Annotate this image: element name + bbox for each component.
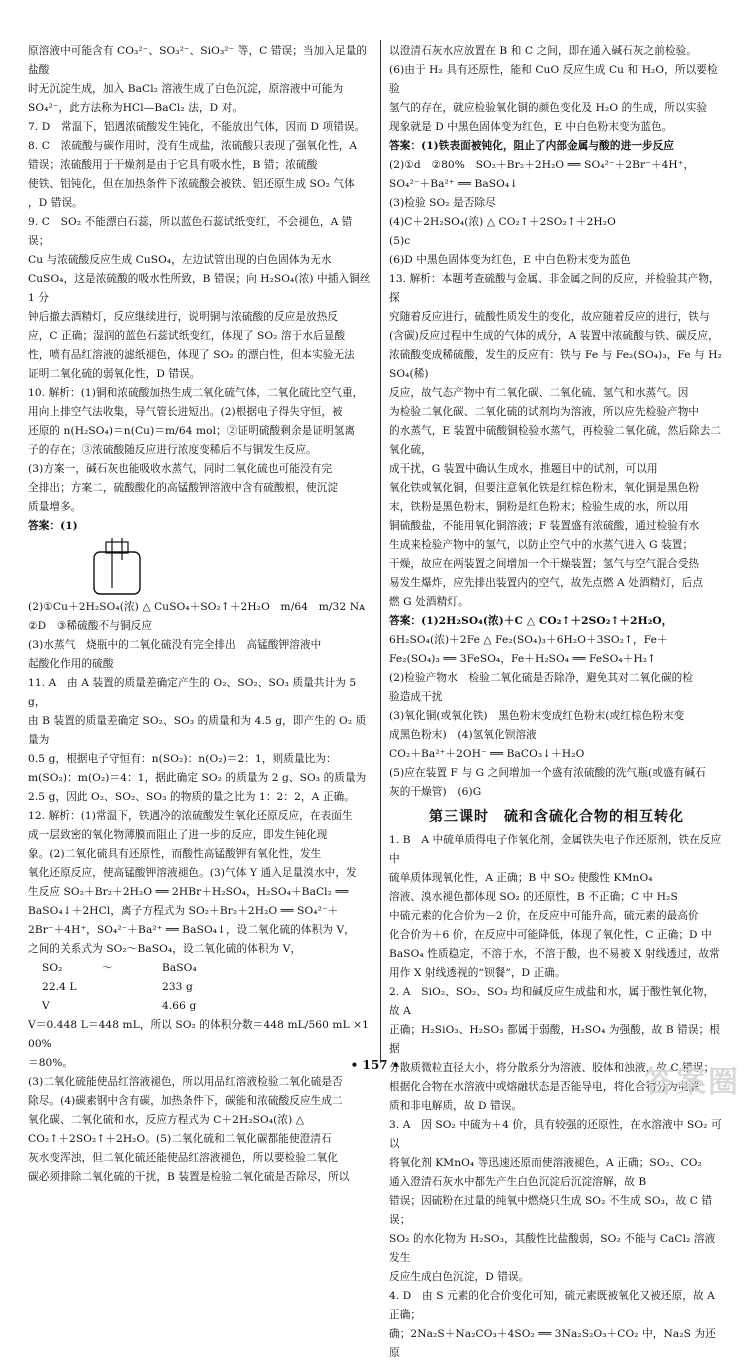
text-line: 错误；因硫粉在过量的纯氧中燃烧只生成 SO₂ 不生成 SO₃，故 C 错误； [389, 1195, 713, 1226]
text-line: (含碳)反应过程中生成的气体的成分，A 装置中浓硫酸与铁、碳反应， [389, 330, 719, 342]
text-line: 验造成干扰 [389, 691, 443, 703]
text-line: SO₂ 的水化物为 H₂SO₃，其酸性比盐酸弱，SO₂ 不能与 CaCl₂ 溶液发生 [389, 1233, 716, 1264]
text-line: (5)应在装置 F 与 G 之间增加一个盛有浓硫酸的洗气瓶(或盛有碱石 [389, 767, 706, 779]
text-line: 铜硫酸盐，不能用氧化铜溶液；F 装置盛有浓硫酸，通过检验有水 [389, 520, 700, 532]
text-line: 反应，故气态产物中有二氧化碳、二氧化硫、氢气和水蒸气。因 [389, 387, 689, 399]
text-line: 由 B 装置的质量差确定 SO₂、SO₃ 的质量和为 4.5 g，即产生的 O₂ 质量为 [28, 715, 367, 746]
text-line: (3)二氧化硫能使品红溶液褪色，所以用品红溶液检验二氧化硫是否 [28, 1076, 343, 1088]
text-line: (3)水蒸气 烧瓶中的二氧化硫没有完全排出 高锰酸钾溶液中 [28, 639, 322, 651]
gas-collection-flask-diagram [88, 538, 148, 596]
text-line: 起酸化作用的硫酸 [28, 658, 114, 670]
table-cell: SO₂ [42, 962, 63, 974]
text-line: 氧化碳、二氧化硫和水，反应方程式为 C＋2H₂SO₄(浓) △ [28, 1114, 305, 1126]
text-line: 9. C SO₂ 不能漂白石蕊，所以蓝色石蕊试纸变红，不会褪色，A 错误； [28, 216, 353, 247]
text-line: (2)①d ②80% SO₂＋Br₂＋2H₂O ══ SO₄²⁻＋2Br⁻＋4H⁺， [389, 159, 695, 171]
text-line: m(SO₂)：m(O₂)＝4：1，据此确定 SO₂ 的质量为 2 g、SO₃ 的质量为 [28, 772, 367, 784]
table-cell: 233 g [162, 981, 193, 993]
text-line: 应，C 正确；湿润的蓝色石蕊试纸变红，体现了 SO₂ 溶于水后显酸 [28, 330, 346, 342]
text-line: 分散质微粒直径大小，将分散系分为溶液、胶体和浊液，故 C 错误； [389, 1062, 715, 1074]
text-line: 错误；浓硫酸用于干燥剂是由于它具有吸水性，B 错；浓硫酸 [28, 159, 318, 171]
text-line: 12. 解析：(1)常温下，铁遇冷的浓硫酸发生氧化还原反应，在表面生 [28, 810, 353, 822]
text-line: 正确；H₂SiO₃、H₂SO₃ 都属于弱酸，H₂SO₄ 为强酸，故 B 错误；根据 [389, 1024, 720, 1055]
table-cell: V [42, 1000, 50, 1012]
text-line: 7. D 常温下，铝遇浓硫酸发生钝化，不能放出气体，因而 D 项错误。 [28, 121, 366, 133]
text-line: (6)D 中黑色固体变为红色，E 中白色粉末变为蓝色 [389, 254, 631, 266]
text-line: 3. A 因 SO₂ 中硫为＋4 价，具有较强的还原性，在水溶液中 SO₂ 可以 [389, 1119, 722, 1150]
text-line: ＝80%。 [28, 1057, 74, 1069]
text-line: 10. 解析：(1)铜和浓硫酸加热生成二氧化硫气体，二氧化硫比空气重， [28, 387, 364, 399]
text-line: 易发生爆炸，应先排出装置内的空气，故先点燃 A 处酒精灯，后点 [389, 577, 704, 589]
text-line: (2)检验产物水 检验二氧化硫是否除净，避免其对二氧化碳的检 [389, 672, 694, 684]
text-line: 原溶液中可能含有 CO₃²⁻、SO₃²⁻、SiO₃²⁻ 等，C 错误；当加入足量的盐酸 [28, 45, 368, 76]
text-line: 现象就是 D 中黑色固体变为红色，E 中白色粉末变为蓝色。 [389, 121, 673, 133]
text-line: 为检验二氧化碳、二氧化硫的试剂均为溶液，所以应先检验产物中 [389, 406, 700, 418]
text-line: Cu 与浓硫酸反应生成 CuSO₄，左边试管出现的白色固体为无水 [28, 254, 332, 266]
table-cell: 22.4 L [42, 981, 77, 993]
text-line: 之间的关系式为 SO₂～BaSO₄，设二氧化硫的体积为 V， [28, 943, 302, 955]
text-line: 1. B A 中硫单质得电子作氧化剂，金属铁失电子作还原剂，铁在反应中 [389, 834, 722, 865]
text-line: 成干扰，G 装置中确认生成水，推题目中的试剂，可以用 [389, 463, 658, 475]
text-line: 灰水变浑浊，但二氧化硫还能使品红溶液褪色，所以要检验二氧化 [28, 1152, 339, 1164]
text-line: 2Br⁻＋4H⁺，SO₄²⁻＋Ba²⁺ ══ BaSO₄↓，设二氧化硫的体积为 V， [28, 924, 355, 936]
calc-table [28, 959, 373, 1016]
text-line: 究随着反应进行，硫酸性质发生的变化，故应随着反应的进行，铁与 [389, 311, 710, 323]
text-line: 浓硫酸变成稀硫酸，发生的反应有：铁与 Fe 与 Fe₂(SO₄)₃，Fe 与 H₂SO₄(稀) [389, 349, 722, 380]
text-line: 钟后撤去酒精灯，反应继续进行，说明铜与浓硫酸的反应是放热反 [28, 311, 339, 323]
text-line: (4)C＋2H₂SO₄(浓) △ CO₂↑＋2SO₂↑＋2H₂O [389, 216, 616, 228]
text-line: SO₄²⁻＋Ba²⁺ ══ BaSO₄↓ [389, 178, 519, 190]
text-line: CO₂＋Ba²⁺＋2OH⁻ ══ BaCO₃↓＋H₂O [389, 748, 585, 760]
text-line: 4. D 由 S 元素的化合价变化可知，硫元素既被氧化又被还原，故 A 正确； [389, 1290, 715, 1321]
text-line: 0.5 g，根据电子守恒有：n(SO₂)：n(O₂)＝2：1，则质量比为： [28, 753, 337, 765]
text-line: BaSO₄↓＋2HCl，离子方程式为 SO₂＋Br₂＋2H₂O ══ SO₄²⁻＋ [28, 905, 339, 917]
text-line: 中硫元素的化合价为－2 价，在反应中可能升高，硫元素的最高价 [389, 910, 699, 922]
text-line: ②D ③稀硫酸不与铜反应 [28, 620, 153, 632]
text-line: BaSO₄ 性质稳定，不溶于水，不溶于酸，也不易被 X 射线透过，故常 [389, 948, 720, 960]
text-line: 8. C 浓硫酸与碳作用时，没有生成盐，浓硫酸只表现了强氧化性，A [28, 140, 358, 152]
text-line: 2.5 g，因此 O₂、SO₂、SO₃ 的物质的量之比为 1：2：2，A 正确。 [28, 791, 355, 803]
table-cell: ～ [102, 962, 113, 974]
text-line: 全排出；方案二，硫酸酸化的高锰酸钾溶液中含有硫酸根，使沉淀 [28, 482, 339, 494]
text-line: 生反应 SO₂＋Br₂＋2H₂O ══ 2HBr＋H₂SO₄，H₂SO₄＋BaCl₂ ══ [28, 886, 349, 898]
text-line: 硫单质体现氧化性，A 正确；B 中 SO₂ 使酸性 KMnO₄ [389, 872, 653, 884]
text-line: 灰的干燥管) (6)G [389, 786, 482, 798]
text-line: 干燥，故应在两装置之间增加一个干燥装置；氢气与空气混合受热 [389, 558, 700, 570]
text-line: 时无沉淀生成，加入 BaCl₂ 溶液生成了白色沉淀，原溶液中可能为 [28, 83, 344, 95]
table-cell: 4.66 g [162, 1000, 197, 1012]
column-divider [380, 40, 381, 1060]
watermark-logo: 答案圈 [644, 1065, 740, 1100]
text-line: 使铁、铝钝化，但在加热条件下浓硫酸会被铁、铝还原生成 SO₂ 气体 [28, 178, 355, 190]
text-line: 13. 解析：本题考查硫酸与金属、非金属之间的反应，并检验其产物，探 [389, 273, 720, 304]
text-line: 用向上排空气法收集，导气管长进短出。(2)根据电子得失守恒，被 [28, 406, 343, 418]
left-column [28, 42, 373, 1187]
text-line: 答案：(1)铁表面被钝化，阻止了内部金属与酸的进一步反应 [389, 140, 675, 152]
text-line: 答案：(1) [28, 520, 78, 532]
text-line: 以澄清石灰水应放置在 B 和 C 之间，即在通入碱石灰之前检验。 [389, 45, 697, 57]
text-line: 子的存在；③浓硫酸随反应进行浓度变稀后不与铜发生反应。 [28, 444, 317, 456]
text-line: 末，铁粉是黑色粉末，铜粉是红色粉末；检验生成的水，所以用 [389, 501, 689, 513]
text-line: SO₄²⁻，此方法称为HCl—BaCl₂ 法，D 对。 [28, 102, 244, 114]
text-line: 生成来检验产物中的氢气，以防止空气中的水蒸气进入 G 装置； [389, 539, 694, 551]
text-line: (6)由于 H₂ 具有还原性，能和 CuO 反应生成 Cu 和 H₂O，所以要检验 [389, 64, 718, 95]
text-line: 根据化合物在水溶液中或熔融状态是否能导电，将化合物分为电解 [389, 1081, 700, 1093]
text-line: CuSO₄，这是浓硫酸的吸水性所致，B 错误；向 H₂SO₄(浓) 中插入铜丝 1 分 [28, 273, 371, 304]
table-cell [102, 997, 162, 1016]
text-line: 氧化铁或氧化铜，但要注意氧化铁是红棕色粉末，氧化铜是黑色粉 [389, 482, 700, 494]
text-line: 答案：(1)2H₂SO₄(浓)＋C △ CO₂↑＋2SO₂↑＋2H₂O， [389, 615, 673, 627]
text-line: 性，喷有品红溶液的滤纸褪色，体现了 SO₂ 的漂白性，但本实验无法 [28, 349, 355, 361]
table-cell: BaSO₄ [162, 962, 197, 974]
text-line: 的水蒸气，E 装置中硫酸铜检验水蒸气，再检验二氧化硫，然后除去二氧化硫， [389, 425, 722, 456]
text-line: 2. A SiO₂、SO₂、SO₃ 均和碱反应生成盐和水，属于酸性氧化物，故 A [389, 986, 715, 1017]
text-line: Fe₂(SO₄)₃ ══ 3FeSO₄，Fe＋H₂SO₄ ══ FeSO₄＋H₂↑ [389, 653, 657, 665]
text-line: 成一层致密的氧化物薄膜而阻止了进一步的反应，即发生钝化现 [28, 829, 328, 841]
text-line: 确；2Na₂S＋Na₂CO₃＋4SO₂ ══ 3Na₂S₂O₃＋CO₂ 中，Na₂S 为还原 [389, 1328, 716, 1359]
text-line: CO₂↑＋2SO₂↑＋2H₂O。(5)二氧化硫和二氧化碳都能使澄清石 [28, 1133, 332, 1145]
text-line: 证明二氧化硫的弱氧化性，D 错误。 [28, 368, 201, 380]
lesson-title: 第三课时 硫和含硫化合物的相互转化 [429, 809, 684, 825]
text-line: 用作 X 射线透视的“钡餐”，D 正确。 [389, 967, 566, 979]
text-line: 还原的 n(H₂SO₄)＝n(Cu)＝m/64 mol；②证明硫酸剩余是证明氢离 [28, 425, 356, 437]
text-line: (3)检验 SO₂ 是否除尽 [389, 197, 496, 209]
text-line: 象。(2)二氧化硫具有还原性，而酸性高锰酸钾有氧化性，发生 [28, 848, 322, 860]
text-line: 燃 G 处酒精灯。 [389, 596, 469, 608]
table-cell [102, 978, 162, 997]
text-line: 通入澄清石灰水中都先产生白色沉淀后沉淀溶解，故 B [389, 1176, 647, 1188]
text-line: 氢气的存在，就应检验氧化铜的颜色变化及 H₂O 的生成，所以实验 [389, 102, 708, 114]
text-line: (5)c [389, 235, 411, 247]
text-line: 6H₂SO₄(浓)＋2Fe △ Fe₂(SO₄)₃＋6H₂O＋3SO₂↑，Fe＋ [389, 634, 668, 646]
text-line: (3)方案一，碱石灰也能吸收水蒸气，同时二氧化硫也可能没有完 [28, 463, 333, 475]
text-line: 反应生成白色沉淀，D 错误。 [389, 1271, 530, 1283]
text-line: 化合价为＋6 价，在反应中可能降低，体现了氧化性，C 正确；D 中 [389, 929, 712, 941]
page-number: • 157 • [350, 1058, 400, 1072]
text-line: (2)①Cu＋2H₂SO₄(浓) △ CuSO₄＋SO₂↑＋2H₂O m/64 m/32 Nᴀ [28, 601, 366, 613]
text-line: (3)氧化铜(或氧化铁) 黑色粉末变成红色粉末(或红棕色粉末变 [389, 710, 685, 722]
right-column [389, 42, 724, 1363]
text-line: 碳必须排除二氧化硫的干扰，B 装置是检验二氧化硫是否除尽，所以 [28, 1171, 350, 1183]
text-line: 将氧化剂 KMnO₄ 等迅速还原而使溶液褪色，A 正确；SO₂、CO₂ [389, 1157, 702, 1169]
text-line: V＝0.448 L＝448 mL，所以 SO₂ 的体积分数＝448 mL/560 mL ×100% [28, 1019, 369, 1050]
text-line: 溶液、溴水褪色都体现 SO₂ 的还原性，B 不正确；C 中 H₂S [389, 891, 678, 903]
text-line: 成黑色粉末) (4)氢氧化钡溶液 [389, 729, 537, 741]
text-line: 质量增多。 [28, 501, 82, 513]
text-line: ，D 错误。 [28, 197, 83, 209]
text-line: 质和非电解质，故 D 错误。 [389, 1100, 523, 1112]
text-line: 除尽。(4)碳素钢中含有碳，加热条件下，碳能和浓硫酸反应生成二 [28, 1095, 343, 1107]
text-line: 11. A 由 A 装置的质量差确定产生的 O₂、SO₂、SO₃ 质量共计为 5 g， [28, 677, 357, 708]
text-line: 氧化还原反应，使高锰酸钾溶液褪色。(3)气体 Y 通入足量溴水中，发 [28, 867, 357, 879]
